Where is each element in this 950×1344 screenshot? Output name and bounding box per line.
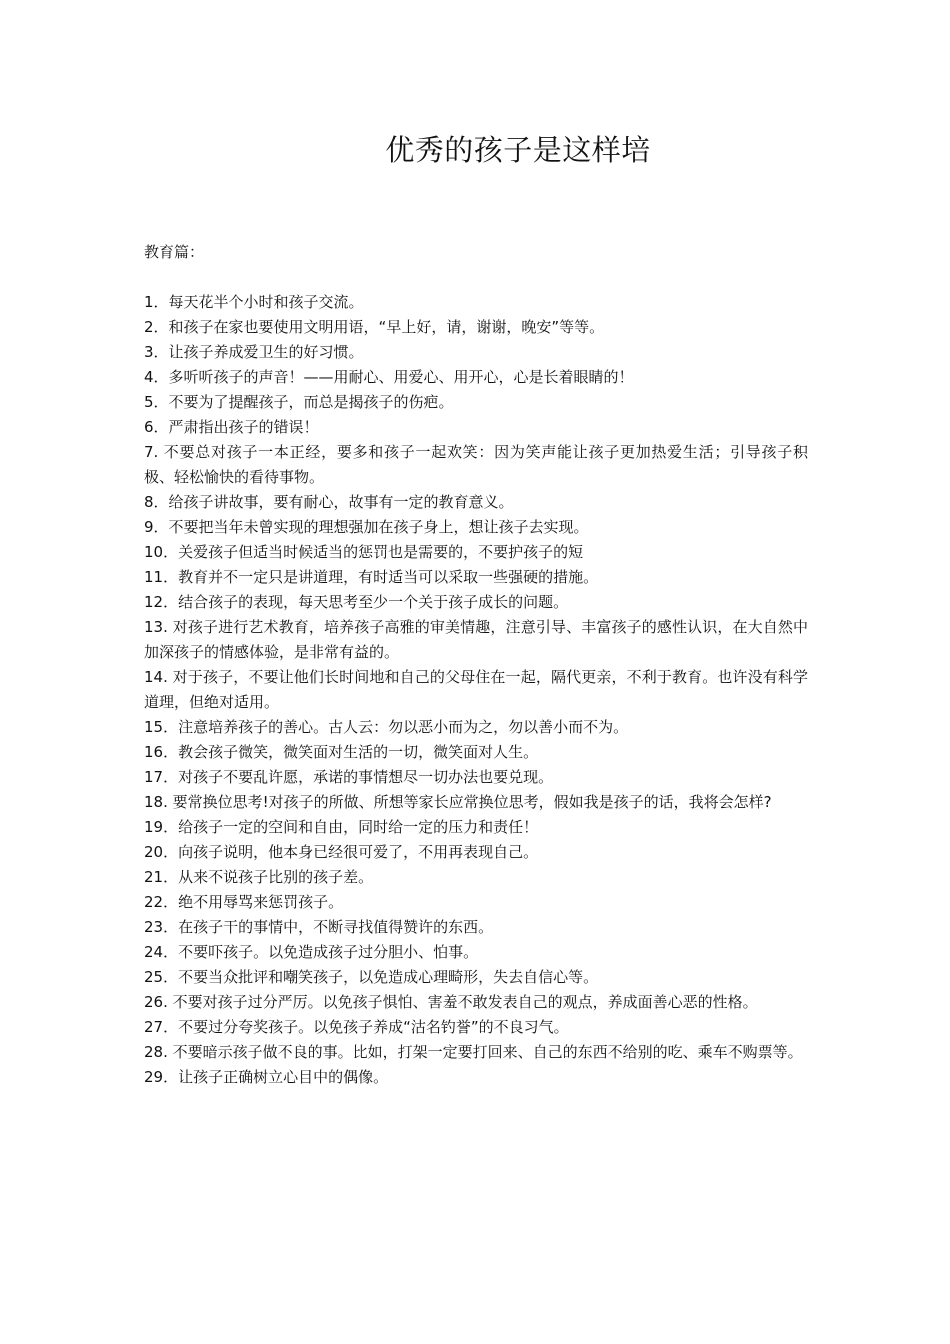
list-item: 13. 对孩子进行艺术教育，培养孩子高雅的审美情趣，注意引导、丰富孩子的感性认识，在大自然中加深孩子的情感体验，是非常有益的。 <box>144 618 808 661</box>
section-label: 教育篇： <box>144 243 205 261</box>
list-item: 18. 要常换位思考!对孩子的所做、所想等家长应常换位思考，假如我是孩子的话，我将会怎样? <box>144 793 772 811</box>
list-item: 25．不要当众批评和嘲笑孩子，以免造成心理畸形，失去自信心等。 <box>144 968 599 986</box>
list-item: 4．多听听孩子的声音！——用耐心、用爱心、用开心，心是长着眼睛的！ <box>144 368 634 386</box>
list-item: 16．教会孩子微笑，微笑面对生活的一切，微笑面对人生。 <box>144 743 539 761</box>
list-item: 26. 不要对孩子过分严厉。以免孩子惧怕、害羞不敢发表自己的观点，养成面善心恶的性格。 <box>144 993 758 1011</box>
list-item: 3．让孩子养成爱卫生的好习惯。 <box>144 343 364 361</box>
list-item: 17．对孩子不要乱许愿，承诺的事情想尽一切办法也要兑现。 <box>144 768 554 786</box>
list-item: 22．绝不用辱骂来惩罚孩子。 <box>144 893 344 911</box>
list-item: 1．每天花半个小时和孩子交流。 <box>144 293 364 311</box>
list-item: 15．注意培养孩子的善心。古人云：勿以恶小而为之，勿以善小而不为。 <box>144 718 629 736</box>
document-title: 优秀的孩子是这样培 <box>385 133 651 167</box>
list-item: 21．从来不说孩子比别的孩子差。 <box>144 868 374 886</box>
list-item: 19．给孩子一定的空间和自由，同时给一定的压力和责任！ <box>144 818 539 836</box>
list-item: 27．不要过分夸奖孩子。以免孩子养成“沽名钓誉”的不良习气。 <box>144 1018 569 1036</box>
list-item: 7. 不要总对孩子一本正经，要多和孩子一起欢笑：因为笑声能让孩子更加热爱生活；引导孩子积极、轻松愉快的看待事物。 <box>144 443 808 486</box>
list-item: 20．向孩子说明，他本身已经很可爱了，不用再表现自己。 <box>144 843 539 861</box>
list-item: 28. 不要暗示孩子做不良的事。比如，打架一定要打回来、自己的东西不给别的吃、乘车不购票等。 <box>144 1043 803 1061</box>
list-item: 29．让孩子正确树立心目中的偶像。 <box>144 1068 389 1086</box>
list-item: 23．在孩子干的事情中，不断寻找值得赞许的东西。 <box>144 918 494 936</box>
list-item: 6．严肃指出孩子的错误！ <box>144 418 319 436</box>
document-body <box>144 240 808 1090</box>
list-item: 10．关爱孩子但适当时候适当的惩罚也是需要的，不要护孩子的短 <box>144 543 584 561</box>
list-item: 11．教育并不一定只是讲道理，有时适当可以采取一些强硬的措施。 <box>144 568 599 586</box>
list-item: 14. 对于孩子，不要让他们长时间地和自己的父母住在一起，隔代更亲，不利于教育。也许没有科学道理，但绝对适用。 <box>144 668 808 711</box>
list-item: 8．给孩子讲故事，要有耐心，故事有一定的教育意义。 <box>144 493 514 511</box>
list-item: 9．不要把当年未曾实现的理想强加在孩子身上，想让孩子去实现。 <box>144 518 589 536</box>
list-item: 5．不要为了提醒孩子，而总是揭孩子的伤疤。 <box>144 393 454 411</box>
list-item: 24．不要吓孩子。以免造成孩子过分胆小、怕事。 <box>144 943 479 961</box>
education-tips-list <box>144 290 808 1090</box>
list-item: 12．结合孩子的表现，每天思考至少一个关于孩子成长的问题。 <box>144 593 569 611</box>
list-item: 2．和孩子在家也要使用文明用语，“早上好，请，谢谢，晚安”等等。 <box>144 318 605 336</box>
